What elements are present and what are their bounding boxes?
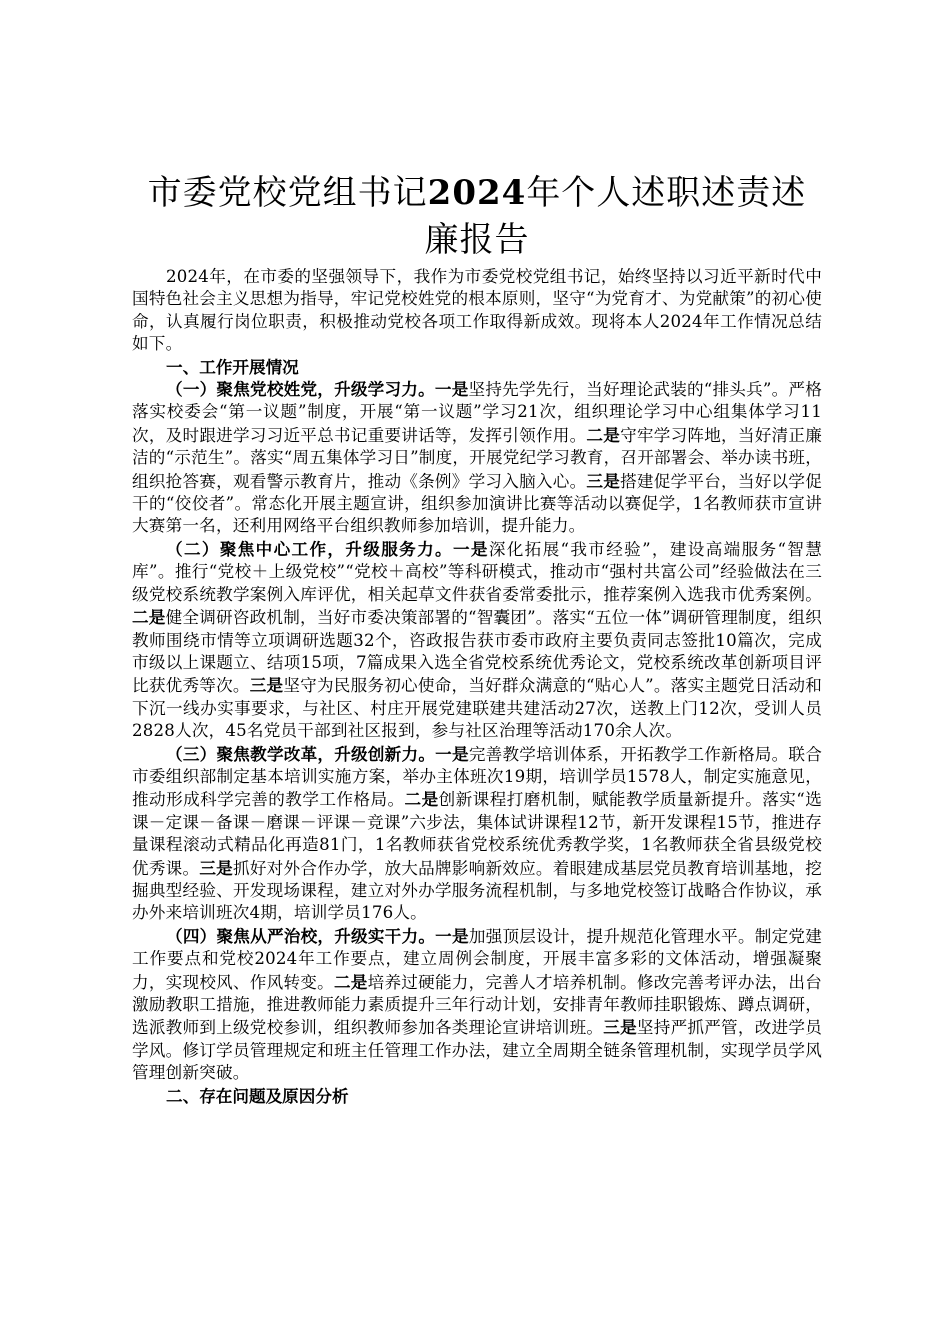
- paragraph-text: 抓好对外合作办学，放大品牌影响新效应。着眼建成基层党员教育培训基地，挖掘典型经验、开发现场课程，建立对外办学服务流程机制，与多地党校签订战略合作协议，承办外来培训班次4期，培训学员176人。: [132, 858, 823, 923]
- point-marker: 二是: [586, 424, 621, 445]
- title-year: 2024: [427, 173, 527, 213]
- paragraph-text: 创新课程打磨机制，赋能教学质量新提升。落实“选课－定课－备课－磨课－评课－竞课”六步法，集体试讲课程12节，新开发课程15节，推进存量课程滚动式精品化再造81门，1名教师获省党校系统优秀教学奖，1名教师获全省县级党校优秀课。: [132, 790, 823, 878]
- section-1-paragraph-2: [132, 538, 822, 743]
- title-part-2: 年个人述职述责述廉报告: [424, 173, 807, 260]
- document-page: [132, 170, 822, 1107]
- paragraph-text: 守牢学习阵地，当好清正廉洁的“示范生”。落实“周五集体学习日”制度，开展党纪学习教育，召开部署会、举办读书班，组织抢答赛，观看警示教育片，推动《条例》学习入脑入心。: [132, 425, 822, 491]
- paragraph-lead: （四）聚焦从严治校，升级实干力。: [166, 925, 436, 946]
- point-marker: 三是: [586, 470, 621, 491]
- title-part-1: 市委党校党组书记: [147, 173, 428, 213]
- point-marker: 一是: [435, 743, 469, 764]
- point-marker: 三是: [199, 857, 233, 878]
- paragraph-lead: （三）聚焦教学改革，升级创新力。: [166, 743, 436, 764]
- intro-paragraph: 2024年，在市委的坚强领导下，我作为市委党校党组书记，始终坚持以习近平新时代中国特色社会主义思想为指导，牢记党校姓党的根本原则，坚守“为党育才、为党献策”的初心使命，认真履行岗位职责，积极推动党校各项工作取得新成效。现将本人2024年工作情况总结如下。: [132, 267, 822, 354]
- point-marker: 一是: [452, 538, 489, 559]
- paragraph-lead: （一）聚焦党校姓党，升级学习力。: [166, 379, 435, 400]
- section-1-paragraph-1: [132, 378, 822, 538]
- point-marker: 一是: [434, 379, 469, 400]
- paragraph-text: 坚持严抓严管，改进学员学风。修订学员管理规定和班主任管理工作办法，建立全周期全链条管理机制，实现学员学风管理创新突破。: [132, 1018, 822, 1083]
- paragraph-text: 坚守为民服务初心使命，当好群众满意的“贴心人”。落实主题党日活动和下沉一线办实事要求，与社区、村庄开展党建联建共建活动27次，送教上门12次，受训人员2828人次，45名党员干部到社区报到，参与社区治理等活动170余人次。: [132, 676, 822, 741]
- point-marker: 一是: [435, 925, 469, 946]
- paragraph-text: 完善教学培训体系，开拓教学工作新格局。联合市委组织部制定基本培训实施方案，举办主体班次19期，培训学员1578人，制定实施意见，推动形成科学完善的教学工作格局。: [132, 744, 823, 810]
- section-2-heading: 二、存在问题及原因分析: [166, 1085, 349, 1106]
- paragraph-text: 搭建促学平台，当好以学促干的“佼佼者”。常态化开展主题宣讲，组织参加演讲比赛等活动以赛促学，1名教师获市宣讲大赛第一名，还利用网络平台组织教师参加培训，提升能力。: [132, 471, 822, 536]
- paragraph-text: 培养过硬能力，完善人才培养机制。修改完善考评办法，出台激励教职工措施，推进教师能力素质提升三年行动计划，安排青年教师挂职锻炼、蹲点调研，选派教师到上级党校参训，组织教师参加各类理论宣讲培训班。: [132, 972, 823, 1038]
- point-marker: 三是: [603, 1017, 637, 1038]
- point-marker: 二是: [404, 789, 439, 810]
- point-marker: 二是: [333, 971, 368, 992]
- paragraph-text: 加强顶层设计，提升规范化管理水平。制定党建工作要点和党校2024年工作要点，建立周例会制度，开展丰富多彩的文体活动，增强凝聚力，实现校风、作风转变。: [132, 926, 823, 992]
- paragraph-text: 深化拓展“我市经验”，建设高端服务“智慧库”。推行“党校＋上级党校”“党校＋高校”等科研模式，推动市“强村共富公司”经验做法在三级党校系统教学案例入库评优，相关起草文件获省委常委批示，推荐案例入选我市优秀案例。: [132, 539, 822, 604]
- document-title: [132, 170, 822, 264]
- section-1-heading: 一、工作开展情况: [166, 356, 299, 377]
- paragraph-text: 健全调研咨政机制，当好市委决策部署的“智囊团”。落实“五位一体”调研管理制度，组织教师围绕市情等立项调研选题32个，咨政报告获市委市政府主要负责同志签批10篇次，完成市级以上课题立、结项15项，7篇成果入选全省党校系统优秀论文，党校系统改革创新项目评比获优秀等次。: [132, 608, 822, 696]
- paragraph-text: 坚持先学先行，当好理论武装的“排头兵”。严格落实校委会“第一议题”制度，开展“第一议题”学习21次，组织理论学习中心组集体学习11次，及时跟进学习习近平总书记重要讲话等，发挥引领作用。: [132, 380, 823, 445]
- section-1-paragraph-3: [132, 743, 822, 925]
- paragraph-lead: （二）聚焦中心工作，升级服务力。: [166, 538, 453, 559]
- point-marker: 二是: [132, 607, 166, 628]
- point-marker: 三是: [249, 675, 284, 696]
- section-1-paragraph-4: [132, 925, 822, 1085]
